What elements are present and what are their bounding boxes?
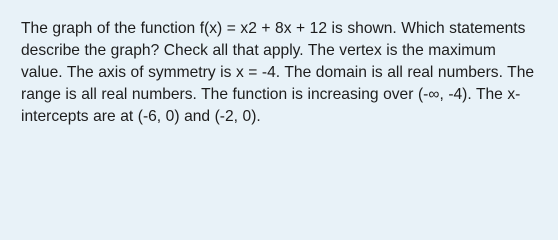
question-text: The graph of the function f(x) = x2 + 8x + 12 is shown. Which statements describe the graph? Check all that apply. The vertex is the maximum value. The axis of symmetry is x = -4. The domain is all real numbers. The range is all real numbers. The function is increasing over (-∞, -4). The x-intercepts are at (-6, 0) and (-2, 0). — [21, 20, 535, 125]
